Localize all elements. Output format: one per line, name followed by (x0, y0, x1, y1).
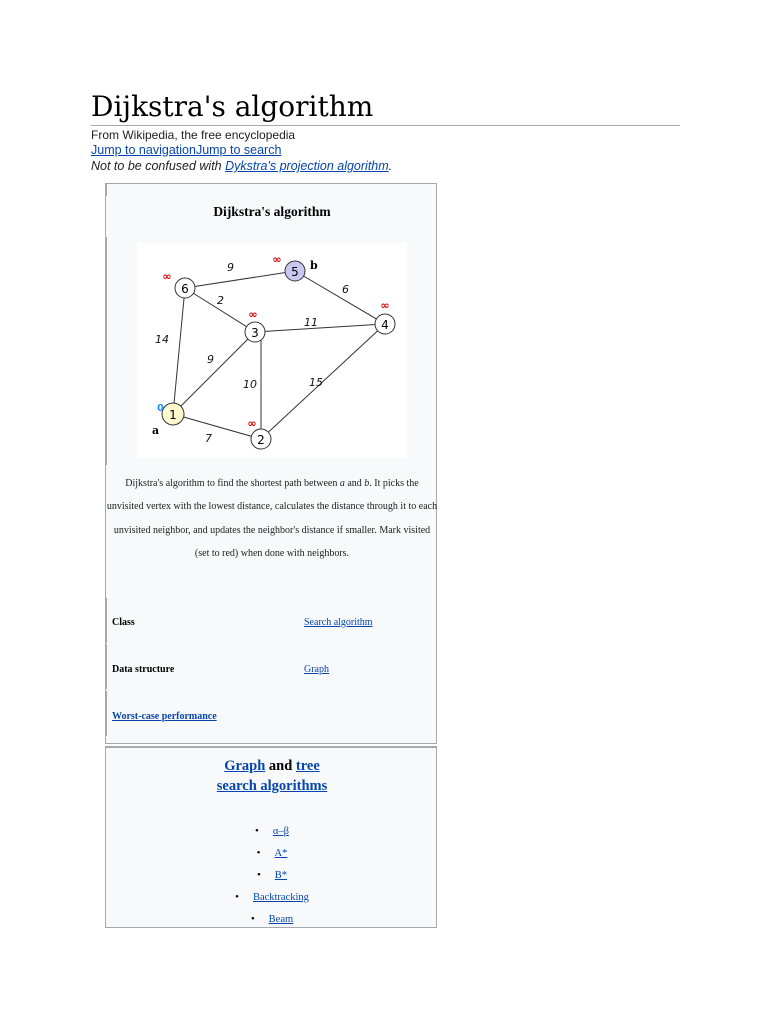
infobox-title: Dijkstra's algorithm (213, 204, 331, 219)
bullet-icon: • (250, 913, 255, 925)
jump-to-navigation-link[interactable]: Jump to navigation (91, 143, 196, 157)
edge-1-3 (173, 332, 255, 414)
hatnote-link[interactable]: Dykstra's projection algorithm (225, 159, 389, 173)
infobox-border-segment (106, 237, 107, 465)
distance-6: ∞ (162, 270, 172, 283)
list-item (106, 842, 438, 864)
graph-image[interactable] (137, 243, 407, 458)
bullet-icon: • (256, 869, 261, 881)
infobox-border-segment (106, 644, 107, 689)
navbox-item-beam[interactable]: Beam (268, 914, 294, 925)
weight-6-1: 14 (155, 333, 169, 346)
caption-var-b: b (364, 478, 370, 489)
distance-4: ∞ (380, 299, 390, 312)
navbox-title (106, 756, 438, 796)
distance-3: ∞ (248, 308, 258, 321)
caption-text-2: . It picks the unvisited vertex with the lowest distance, calculates the distance through it to each unvisited neighbor, and updates the neighbor's distance if smaller. Mark visited (set to red) when done with neighbors. (106, 478, 438, 560)
node-label-a: a (152, 424, 160, 437)
edge-4-2 (261, 324, 385, 439)
bullet-icon: • (255, 825, 259, 837)
node-3 (245, 322, 265, 342)
title-divider (91, 125, 680, 126)
edge-6-1 (173, 288, 185, 414)
infobox-border-segment (106, 691, 107, 736)
jump-links (91, 143, 281, 157)
node-4-label: 4 (381, 318, 389, 332)
search-algorithms-navbox (105, 746, 437, 928)
weight-1-3: 9 (207, 353, 214, 366)
distance-2: ∞ (247, 417, 257, 430)
list-item (106, 908, 438, 930)
weight-5-4: 6 (342, 283, 349, 296)
hatnote-suffix: . (388, 159, 393, 173)
weight-6-5: 9 (227, 261, 234, 274)
node-label-b: b (310, 259, 318, 272)
edge-3-4 (255, 324, 385, 332)
bullet-icon: • (256, 847, 261, 859)
navbox-graph-link[interactable]: Graph (224, 758, 266, 774)
class-label: Class (112, 617, 135, 628)
list-item (106, 864, 438, 886)
node-6 (175, 278, 195, 298)
hatnote-prefix: Not to be confused with (91, 159, 226, 173)
navbox-tree-link[interactable]: tree (295, 758, 320, 774)
navbox-search-algorithms-link[interactable]: search algorithms (216, 778, 328, 794)
distance-5: ∞ (272, 253, 282, 266)
data-structure-value-link[interactable]: Graph (304, 664, 329, 675)
graph-edges (173, 271, 385, 439)
weight-4-2: 15 (309, 376, 323, 389)
weight-6-3: 2 (217, 294, 224, 307)
dijkstra-graph (137, 243, 407, 458)
worst-case-performance-link[interactable]: Worst-case performance (112, 711, 217, 722)
infobox-border-segment (106, 598, 107, 643)
node-2 (251, 429, 271, 449)
weight-3-2: 10 (243, 378, 257, 391)
page-title: Dijkstra's algorithm (91, 90, 374, 123)
caption-text-and: and (344, 478, 365, 489)
edge-6-5 (185, 271, 295, 288)
node-6-label: 6 (181, 282, 189, 296)
caption-text-1: Dijkstra's algorithm to find the shortest path between (125, 478, 340, 489)
node-1 (162, 403, 184, 425)
navbox-item-alpha-beta[interactable]: α–β (272, 826, 289, 837)
site-tagline: From Wikipedia, the free encyclopedia (91, 128, 296, 142)
node-5-label: 5 (291, 265, 299, 279)
bullet-icon: • (235, 891, 239, 903)
navbox-item-b-star[interactable]: B* (274, 870, 288, 881)
infobox (105, 183, 437, 744)
weight-1-2: 7 (205, 432, 212, 445)
class-value-link[interactable]: Search algorithm (304, 617, 373, 628)
distance-labels (162, 253, 389, 430)
jump-to-search-link[interactable]: Jump to search (195, 143, 282, 157)
list-item (106, 820, 438, 842)
infobox-caption (106, 472, 438, 566)
node-3-label: 3 (251, 326, 259, 340)
node-4 (375, 314, 395, 334)
node-1-label: 1 (169, 408, 177, 422)
caption-var-a: a (339, 478, 345, 489)
hatnote (91, 159, 392, 173)
navbox-title-and: and (268, 758, 293, 774)
node-2-label: 2 (257, 433, 265, 447)
navbox-list (106, 820, 438, 930)
infobox-border-segment (106, 184, 107, 196)
navbox-item-a-star[interactable]: A* (274, 848, 288, 859)
navbox-item-backtracking[interactable]: Backtracking (252, 892, 309, 903)
weight-3-4: 11 (304, 316, 318, 329)
list-item (106, 886, 438, 908)
distance-1: 0 (157, 403, 164, 414)
data-structure-label: Data structure (112, 664, 175, 675)
node-5 (285, 261, 305, 281)
